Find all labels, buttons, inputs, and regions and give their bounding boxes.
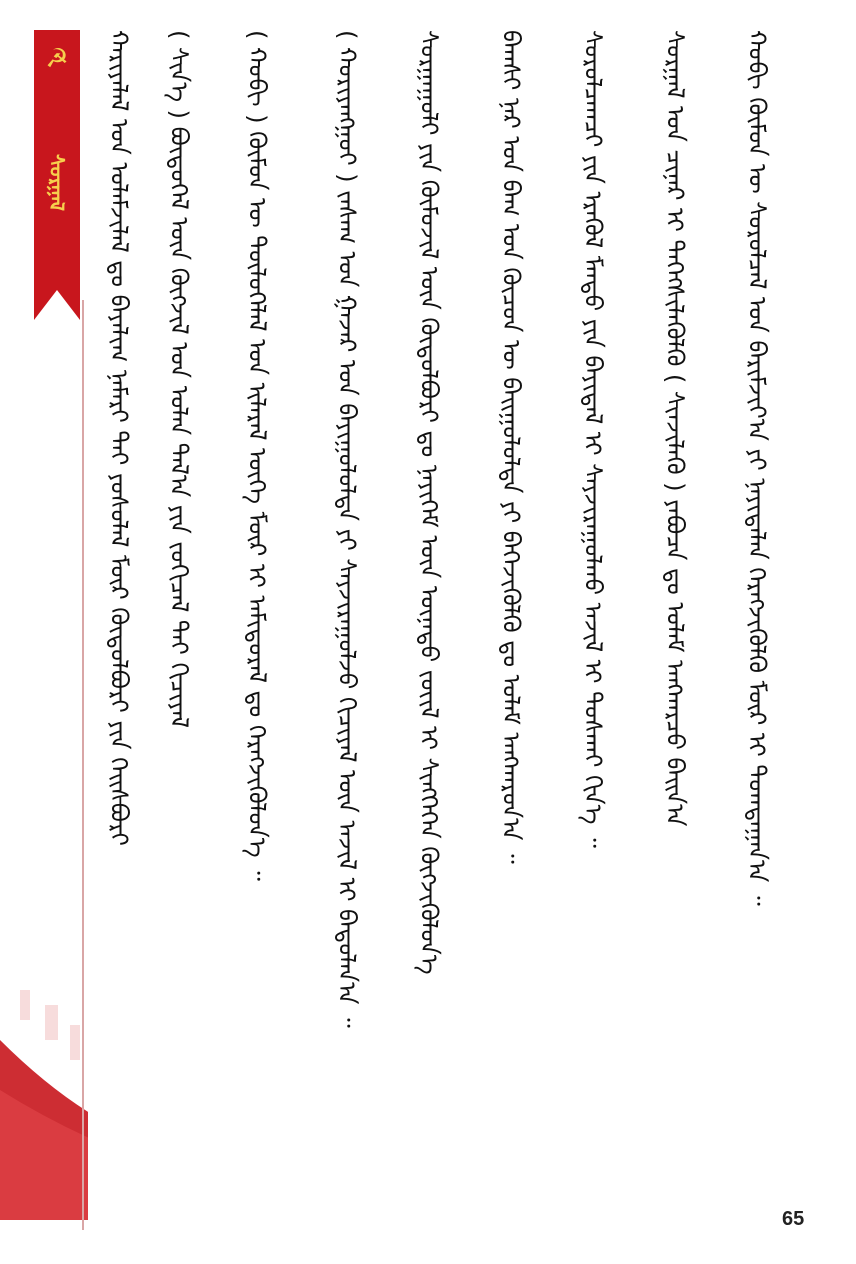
text-line: ᠬᠤᠪᠢ ᠬᠦᠮᠦᠨ ᠦ ᠰᠤᠷᠤᠯᠴᠠᠯ ᠤᠨ ᠪᠠᠷᠢᠮᠵᠢᠶ᠎ᠠ ᠶᠢ ᠨᠡᠶᠢᠲᠡᠯᠡᠨ ᠬᠡᠷᠡᠭᠵᠢᠭᠦᠯᠬᠦ ᠮᠥᠷ ᠢ ᠲᠣᠭᠲᠠᠭᠠᠨ᠎ᠠ ᠃ bbox=[743, 30, 771, 906]
text-line: ᠰᠤᠷᠤᠯᠴᠠᠭᠴᠢ ᠶᠢᠨ ᠡᠷᠡᠭᠦᠯ ᠮᠡᠨᠳᠦ ᠶᠢᠨ ᠪᠠᠶᠢᠳᠠᠯ ᠢ ᠰᠠᠶᠵᠢᠷᠠᠭᠤᠯᠬᠤ ᠠᠵᠢᠯ ᠢ ᠲᠤᠰᠬᠠᠶ ᠬᠢᠨ᠎ᠡ ᠃ bbox=[579, 30, 607, 848]
text-line: ( ᠬᠤᠪᠢ ) ᠬᠦᠮᠦᠨ ᠦ ᠲᠥᠯᠦᠭᠡᠯᠡᠯ ᠤᠨ ᠢᠯᠡᠷᠡᠯ ᠦᠭᠡ ᠮᠥᠷ ᠢ ᠠᠮᠢᠳᠤᠷᠠᠯ ᠳᠤ ᠬᠡᠷᠡᠭᠵᠢᠭᠦᠯᠦᠨ᠎ᠡ ᠃ bbox=[243, 30, 271, 881]
text-line: ᠬᠠᠷᠢᠶᠠᠯᠠᠯ ᠤᠨ ᠤᠯᠠᠮᠵᠢᠯᠠᠯ ᠳᠤ ᠪᠠᠶᠠᠯᠢᠭ ᠨᠡᠮᠡᠷᠢ ᠲᠡᠢ ᠶᠤᠰᠤᠯᠠᠯ ᠮᠥᠷ ᠬᠥᠲᠦᠯᠪᠦᠷᠢ ᠶᠢᠨ ᠬᠡᠢᠰᠪᠦᠷᠢ bbox=[105, 30, 133, 846]
text-line: ᠰᠤᠷᠭᠠᠯ ᠤᠨ ᠴᠢᠨᠠᠷ ᠢ ᠳᠡᠭᠡᠭᠰᠢᠯᠡᠭᠦᠯᠬᠦ ( ᠰᠢᠨᠵᠢᠯᠡᠬᠦ ) ᠶᠠᠪᠤᠴᠠ ᠳᠤ ᠤᠯᠠᠮ ᠠᠩᠬᠠᠷᠴᠤ ᠪᠠᠢᠨ᠎ᠠ bbox=[661, 30, 689, 827]
header-title: ᠰᠤᠷᠭᠠᠯ bbox=[45, 153, 69, 211]
side-banner bbox=[0, 0, 88, 1264]
red-wave-decoration bbox=[0, 980, 88, 1220]
text-line: ᠰᠤᠷᠭᠠᠭᠤᠯᠢ ᠶᠢᠨ ᠬᠦᠮᠦᠵᠢᠯ ᠦᠨ ᠬᠥᠲᠦᠯᠪᠦᠷᠢ ᠳᠤ ᠨᠡᠶᠢᠭᠡᠮ ᠦᠨ ᠦᠨᠡᠲᠦ ᠵᠦᠢᠯ ᠢ ᠰᠢᠩᠭᠡᠭᠡᠨ ᠬᠥᠭᠵᠢᠭᠦᠯᠦᠨ᠎ᠡ bbox=[415, 30, 443, 975]
text-line: ( ᠬᠤᠷᠢᠶᠠᠩᠭᠤᠢ ) ᠵᠠᠰᠠᠭ ᠤᠨ ᠭᠠᠵᠠᠷ ᠤᠨ ᠪᠠᠶᠢᠭᠤᠯᠤᠯᠲᠠ ᠶᠢ ᠰᠠᠶᠵᠢᠷᠠᠭᠤᠯᠵᠤ ᠬᠢᠴᠢᠶᠡᠯ ᠦᠨ ᠠᠵᠢᠯ ᠢ ᠪᠠᠲᠤᠯᠠᠨ᠎ᠠ ᠃ bbox=[333, 30, 361, 1028]
divider-line bbox=[82, 300, 84, 1230]
text-line: ( ᠰᠢᠨ᠎ᠡ ) ᠪᠦᠲᠦᠭᠡᠯ ᠦᠨ ᠬᠥᠭᠵᠢᠯ ᠤᠨ ᠣᠯᠠᠨ ᠲᠠᠯ᠎ᠠ ᠶᠢᠨ ᠵᠤᠬᠢᠴᠠᠯ ᠲᠠᠢ ᠬᠢᠴᠢᠶᠡᠯ bbox=[165, 30, 193, 728]
body-text bbox=[92, 30, 812, 1210]
page-number: 65 bbox=[782, 1208, 805, 1230]
text-line: ᠪᠠᠭᠰᠢ ᠨᠠᠷ ᠤᠨ ᠪᠠᠭ ᠤᠨ ᠬᠦᠴᠦᠨ ᠦ ᠪᠠᠢᠭᠤᠯᠤᠯᠲᠠ ᠶᠢ ᠪᠡᠬᠡᠵᠢᠭᠦᠯᠬᠦ ᠳᠤ ᠤᠯᠠᠮ ᠠᠩᠬᠠᠷᠤᠨ᠎ᠠ ᠃ bbox=[497, 30, 525, 864]
hammer-sickle-icon: ☭ bbox=[45, 44, 69, 74]
